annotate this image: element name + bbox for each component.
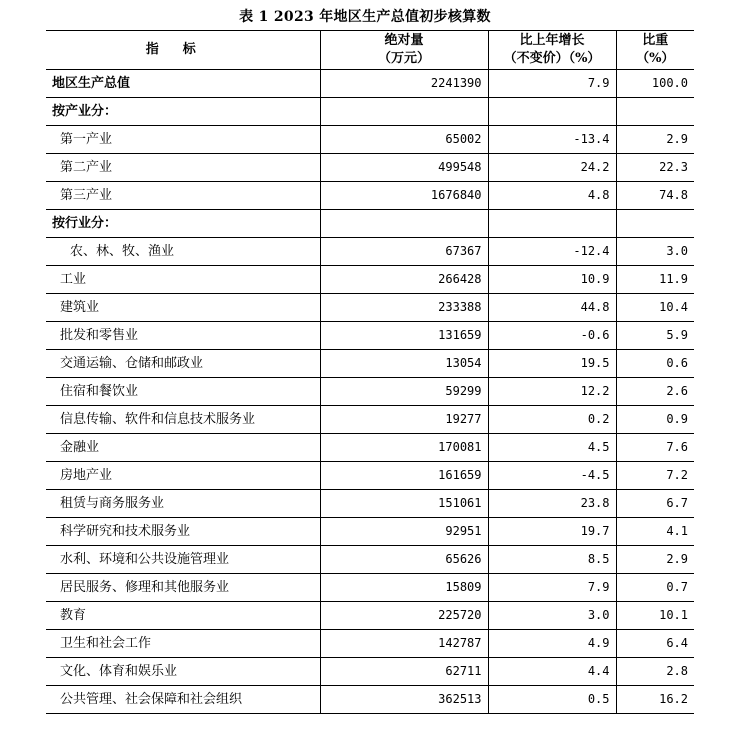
row-indicator-name: 教育 — [46, 602, 320, 630]
row-absolute-value: 13054 — [320, 350, 488, 378]
row-share: 2.6 — [616, 378, 694, 406]
row-growth-rate: 19.5 — [488, 350, 616, 378]
row-share: 3.0 — [616, 238, 694, 266]
row-share: 22.3 — [616, 154, 694, 182]
row-absolute-value: 62711 — [320, 658, 488, 686]
row-absolute-value: 131659 — [320, 322, 488, 350]
row-growth-rate — [488, 98, 616, 126]
row-growth-rate: 12.2 — [488, 378, 616, 406]
row-share: 11.9 — [616, 266, 694, 294]
row-indicator-name: 住宿和餐饮业 — [46, 378, 320, 406]
row-share: 10.1 — [616, 602, 694, 630]
row-share: 0.7 — [616, 574, 694, 602]
table-row — [46, 406, 694, 434]
header-growth-line2: （不变价）（%） — [503, 51, 601, 66]
header-absolute-line1: 绝对量 — [384, 33, 424, 48]
table-row — [46, 602, 694, 630]
row-share: 7.2 — [616, 462, 694, 490]
table-row — [46, 98, 694, 126]
row-absolute-value: 15809 — [320, 574, 488, 602]
row-growth-rate: 7.9 — [488, 574, 616, 602]
table-row — [46, 686, 694, 714]
row-growth-rate: 23.8 — [488, 490, 616, 518]
header-absolute-line2: （万元） — [377, 51, 430, 66]
row-share: 2.9 — [616, 546, 694, 574]
row-indicator-name: 水利、环境和公共设施管理业 — [46, 546, 320, 574]
row-indicator-name: 居民服务、修理和其他服务业 — [46, 574, 320, 602]
row-growth-rate: 4.5 — [488, 434, 616, 462]
row-growth-rate: 0.5 — [488, 686, 616, 714]
row-indicator-name: 工业 — [46, 266, 320, 294]
header-share-line1: 比重 — [642, 33, 669, 48]
row-growth-rate — [488, 210, 616, 238]
row-growth-rate: 10.9 — [488, 266, 616, 294]
table-row — [46, 518, 694, 546]
row-growth-rate: 4.9 — [488, 630, 616, 658]
row-absolute-value: 1676840 — [320, 182, 488, 210]
row-growth-rate: -12.4 — [488, 238, 616, 266]
row-growth-rate: 19.7 — [488, 518, 616, 546]
row-share: 100.0 — [616, 70, 694, 98]
table-row — [46, 182, 694, 210]
row-absolute-value: 499548 — [320, 154, 488, 182]
table-row — [46, 294, 694, 322]
row-absolute-value — [320, 98, 488, 126]
row-share: 5.9 — [616, 322, 694, 350]
table-row — [46, 238, 694, 266]
row-absolute-value: 19277 — [320, 406, 488, 434]
table-header-row — [46, 31, 694, 70]
table-row — [46, 266, 694, 294]
row-growth-rate: 4.8 — [488, 182, 616, 210]
row-indicator-name: 批发和零售业 — [46, 322, 320, 350]
gdp-table — [46, 30, 694, 714]
row-growth-rate: -4.5 — [488, 462, 616, 490]
row-absolute-value: 142787 — [320, 630, 488, 658]
header-growth-line1: 比上年增长 — [519, 33, 585, 48]
row-share: 0.9 — [616, 406, 694, 434]
row-growth-rate: 8.5 — [488, 546, 616, 574]
row-indicator-name: 房地产业 — [46, 462, 320, 490]
row-indicator-name: 公共管理、社会保障和社会组织 — [46, 686, 320, 714]
row-indicator-name: 地区生产总值 — [46, 70, 320, 98]
table-row — [46, 546, 694, 574]
row-growth-rate: 4.4 — [488, 658, 616, 686]
row-growth-rate: -0.6 — [488, 322, 616, 350]
row-share: 10.4 — [616, 294, 694, 322]
row-absolute-value: 362513 — [320, 686, 488, 714]
row-indicator-name: 文化、体育和娱乐业 — [46, 658, 320, 686]
row-absolute-value: 266428 — [320, 266, 488, 294]
table-row — [46, 378, 694, 406]
table-row — [46, 210, 694, 238]
row-indicator-name: 科学研究和技术服务业 — [46, 518, 320, 546]
row-absolute-value: 233388 — [320, 294, 488, 322]
row-indicator-name: 第一产业 — [46, 126, 320, 154]
table-row — [46, 574, 694, 602]
row-absolute-value: 225720 — [320, 602, 488, 630]
row-indicator-name: 交通运输、仓储和邮政业 — [46, 350, 320, 378]
table-row — [46, 70, 694, 98]
row-share: 0.6 — [616, 350, 694, 378]
row-absolute-value: 2241390 — [320, 70, 488, 98]
row-absolute-value: 170081 — [320, 434, 488, 462]
row-absolute-value: 151061 — [320, 490, 488, 518]
row-share — [616, 98, 694, 126]
table-row — [46, 434, 694, 462]
row-growth-rate: 24.2 — [488, 154, 616, 182]
row-indicator-name: 卫生和社会工作 — [46, 630, 320, 658]
row-indicator-name: 建筑业 — [46, 294, 320, 322]
row-indicator-name: 租赁与商务服务业 — [46, 490, 320, 518]
row-indicator-name: 金融业 — [46, 434, 320, 462]
row-absolute-value: 67367 — [320, 238, 488, 266]
table-row — [46, 322, 694, 350]
row-indicator-name: 第二产业 — [46, 154, 320, 182]
row-absolute-value: 161659 — [320, 462, 488, 490]
row-growth-rate: -13.4 — [488, 126, 616, 154]
row-growth-rate: 0.2 — [488, 406, 616, 434]
header-absolute — [320, 31, 488, 70]
row-share: 16.2 — [616, 686, 694, 714]
header-share-line2: （%） — [636, 51, 675, 66]
row-absolute-value: 59299 — [320, 378, 488, 406]
row-share: 4.1 — [616, 518, 694, 546]
row-absolute-value — [320, 210, 488, 238]
table-row — [46, 658, 694, 686]
row-share: 2.8 — [616, 658, 694, 686]
row-share: 2.9 — [616, 126, 694, 154]
row-absolute-value: 65002 — [320, 126, 488, 154]
row-share: 7.6 — [616, 434, 694, 462]
row-share — [616, 210, 694, 238]
row-share: 74.8 — [616, 182, 694, 210]
header-indicator: 指标 — [46, 31, 320, 70]
row-absolute-value: 92951 — [320, 518, 488, 546]
row-growth-rate: 7.9 — [488, 70, 616, 98]
row-indicator-name: 第三产业 — [46, 182, 320, 210]
table-row — [46, 126, 694, 154]
table-row — [46, 462, 694, 490]
row-indicator-name: 按行业分： — [46, 210, 320, 238]
header-growth — [488, 31, 616, 70]
table-row — [46, 154, 694, 182]
row-share: 6.4 — [616, 630, 694, 658]
table-row — [46, 630, 694, 658]
row-indicator-name: 信息传输、软件和信息技术服务业 — [46, 406, 320, 434]
row-absolute-value: 65626 — [320, 546, 488, 574]
row-growth-rate: 44.8 — [488, 294, 616, 322]
table-title: 表 1 2023 年地区生产总值初步核算数 — [239, 9, 491, 25]
row-growth-rate: 3.0 — [488, 602, 616, 630]
row-indicator-name: 按产业分： — [46, 98, 320, 126]
row-indicator-name: 农、林、牧、渔业 — [46, 238, 320, 266]
table-row — [46, 490, 694, 518]
header-share — [616, 31, 694, 70]
row-share: 6.7 — [616, 490, 694, 518]
table-row — [46, 350, 694, 378]
